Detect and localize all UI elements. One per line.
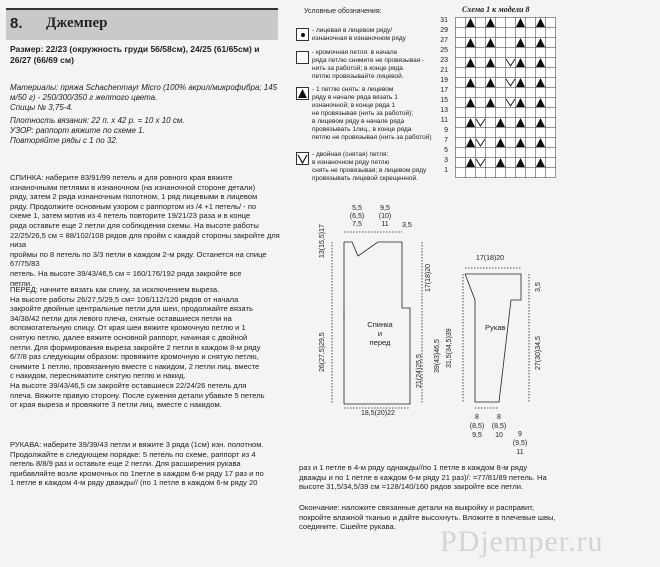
back-instructions <box>10 173 282 288</box>
text-line: плеча. Вяжите правую сторону. После сужения детали убавьте 5 петель <box>10 390 265 400</box>
text-line: На высоте 39/43/46,5 см закройте оставшиеся 22/24/26 петель для <box>10 380 247 390</box>
piece-label: Спинка <box>367 320 393 329</box>
dimension-label: 9,5 <box>380 205 390 212</box>
legend-line: не провязывая (нить за работой); <box>312 110 414 117</box>
sleeve-instructions-continued <box>299 463 604 492</box>
row-number: 27 <box>440 37 448 44</box>
text-line: снятую петлю, далее вяжите основной раппорт, начиная с двойной <box>10 332 248 342</box>
row-number: 23 <box>440 57 448 64</box>
text-line: 34/38/42 петли для левого плеча, снятые оставшиеся петли на <box>10 313 232 323</box>
legend-line: изнаночная в изнаночном ряду <box>312 35 406 42</box>
dimension-label: (9,5) <box>512 440 528 447</box>
sleeve-cap-label: 3,5 <box>535 282 542 292</box>
text-line: Продолжайте в следующем порядке: 5 петель по схеме, раппорт из 4 <box>10 449 256 459</box>
text-line: Спицы № 3,75-4. <box>10 103 74 112</box>
row-number: 25 <box>440 47 448 54</box>
dimension-label: 10 <box>495 432 503 439</box>
row-number: 15 <box>440 97 448 104</box>
text-line: Плотность вязания: 22 п. х 42 р. = 10 х 10 см. <box>10 116 185 125</box>
legend-line: - 1 петлю снять: в лицевом <box>312 86 394 93</box>
text-line: схеме 1, затем мотив из 4 петель повторите 19/21/23 раза и в конце <box>10 211 251 221</box>
text-line: петель. На высоте 39/43/46,5 см = 160/176/192 ряда закройте все <box>10 268 242 278</box>
row-number: 17 <box>440 87 448 94</box>
text-line: Окончание: наложите связанные детали на выкройку и расправит, <box>299 503 534 512</box>
dimension-label: 7,5 <box>352 221 362 228</box>
row-number: 29 <box>440 27 448 34</box>
legend-line: в лицевом ряду в начале ряда <box>312 118 405 125</box>
legend-line: ряда петлю снимите не провязывая - <box>312 57 425 64</box>
legend-line: - кромочная петля: в начале <box>312 49 398 56</box>
back-neck-height-label: 13(15,5)17 <box>319 224 326 258</box>
section-number: 8. <box>10 15 23 32</box>
stitch-chart <box>455 17 557 179</box>
row-number: 19 <box>440 77 448 84</box>
dot-icon <box>301 33 305 37</box>
text-line: 1 петле в каждом 4-м ряду дважды// (по 1 петле в каждом 6-м ряду 20 <box>10 478 258 488</box>
scheme-title: Схема 1 к модели 8 <box>462 5 530 14</box>
page-title: Джемпер <box>46 15 108 31</box>
row-number: 21 <box>440 67 448 74</box>
dimension-label: 11 <box>381 221 389 228</box>
sleeve-instructions <box>10 440 282 488</box>
text-line: прибавляйте возле кромочных по 1петле в каждом 6-м ряду 17 раз и по <box>10 468 264 478</box>
text-line: РУКАВА: наберите 39/39/43 петли и вяжите 3 ряда (1см) изн. полотном. <box>10 440 264 449</box>
text-line: 22/25/26,5 см = 88/102/108 рядов для пройм с каждой стороны закройте для низа <box>10 230 280 250</box>
text-line: ПЕРЕД: начните вязать как спину, за исключением выреза. <box>10 285 220 294</box>
piece-label: и <box>377 329 383 338</box>
dimension-label: 8 <box>497 414 501 421</box>
materials-block <box>10 83 282 146</box>
armhole-depth-label: 3,5 <box>402 222 412 229</box>
dimension-label: 9 <box>518 431 522 438</box>
back-total-height-label: 26(27,5)29,5 <box>319 332 326 372</box>
row-number: 1 <box>444 167 448 174</box>
legend-line: - двойная (снятая) петля: <box>312 151 389 158</box>
legend-title: Условные обозначения: <box>304 8 382 15</box>
text-line: ряду, затем 2 ряда изнаночным полотном, 1 ряд лицевыми в лицевом <box>10 192 258 202</box>
text-line: Повторяйте ряды с 1 по 32. <box>10 136 119 145</box>
text-line: соедините. Сшейте рукава. <box>299 522 396 532</box>
back-front-label <box>360 320 400 347</box>
text-line: закройте двойные центральные петли для шеи, продолжайте вязать <box>10 304 253 314</box>
legend-line: петлю не провязывая (нить за работой) <box>312 134 432 141</box>
legend-line: провязывать 1лиц., в конце ряда <box>312 126 412 133</box>
dimension-label: 11 <box>516 449 524 456</box>
text-line: СПИНКА: наберите 83/91/99 петель и для ровного края вяжите <box>10 173 233 182</box>
check-icon <box>297 153 308 164</box>
text-line: проймы по 8 петель по 3/3 петли в каждом 2-м ряду. Останется на спице 67/75/83 <box>10 249 267 269</box>
text-line: покройте влажной тканью и дайте высохнуть. Вложите в плечевые швы, <box>299 512 556 522</box>
row-number: 11 <box>440 117 448 124</box>
dimension-label: (8,5) <box>469 423 485 430</box>
text-line: высоте 31,5/34,5/39 см =128/140/160 рядов закройте все петли. <box>299 482 524 492</box>
dimension-label: (8,5) <box>491 423 507 430</box>
watermark-logo: PDjemper.ru <box>440 525 604 558</box>
row-number: 13 <box>440 107 448 114</box>
sleeve-length-right-label: 27(30)34,5 <box>535 336 542 370</box>
text-line: снимите 1 петлю, провязанную вместе с накидом, 2 петли лиц. вместе <box>10 361 260 371</box>
text-line: На высоте работы 26/27,5/29,5 см= 106/112/120 рядов от начала <box>10 294 239 304</box>
sleeve-top-width-label: 17(18)20 <box>476 255 505 262</box>
edge-stitch-symbol <box>296 51 309 64</box>
armhole-height-label: 17(18)20 <box>425 263 432 292</box>
text-line: изнаночными петлями в изнаночном (на изнаночной стороне детали) <box>10 182 256 192</box>
text-line: ряда оставьте еще 2 петли для соблюдения схемы. На высоте работы <box>10 220 259 230</box>
piece-label: перед <box>369 338 391 347</box>
triangle-icon <box>297 88 308 99</box>
dimension-label: 9,5 <box>472 432 482 439</box>
row-numbers <box>436 17 450 177</box>
row-number: 3 <box>444 157 448 164</box>
knit-stitch-symbol <box>296 28 309 41</box>
sleeve-bottom-labels-c <box>511 430 529 457</box>
size-line: 26/27 (66/69 см) <box>10 55 74 65</box>
sleeve-bottom-labels-b <box>490 413 508 440</box>
sleeve-diagram <box>455 262 535 422</box>
text-line: петель 8/8/9 раз и оставьте еще 2 петли. Для расширения рукава <box>10 459 241 469</box>
text-line: Материалы: пряжа Schachenmayr Micro (100% акрил/микрофибра; 145 <box>10 83 278 92</box>
text-line: с накидом, пересниматите снятую петлю и накид. <box>10 371 186 381</box>
legend-line: провязывать лицевой скрещенной. <box>312 175 418 182</box>
legend-item-4 <box>312 151 444 183</box>
legend-item-3 <box>312 86 444 142</box>
row-number: 5 <box>444 147 448 154</box>
row-number: 9 <box>444 127 448 134</box>
legend-line: петлю провязывайте лицевой. <box>312 73 404 80</box>
legend-line: нить за работой; в конце ряда <box>312 65 403 72</box>
legend-item-1 <box>312 27 442 43</box>
size-line: Размер: 22/23 (окружность груди 56/58см), 24/25 (61/65см) и <box>10 44 260 54</box>
text-line: петли. Для формирования выреза закройте 2 петли в каждом 8-м ряду <box>10 342 261 352</box>
finishing-instructions <box>299 503 604 532</box>
legend-line: снять не провязывая; в лицевом ряду <box>312 167 427 174</box>
size-block <box>10 44 280 66</box>
text-line: вспомогательную спицу. От края шеи вяжите кромочную петлю и 1 <box>10 323 246 333</box>
text-line: ряду. Продолжите основным узором с раппортом из /4 +1 петель/ - по <box>10 201 257 211</box>
text-line: раз и 1 петле в 4-м ряду однажды//по 1 петле в каждом 8-м ряду <box>299 463 528 472</box>
total-height-label: 39(43)46,5 <box>434 339 441 373</box>
sleeve-bottom-labels-a <box>468 413 486 440</box>
sleeve-length-left-label: 31,5(34,5)39 <box>446 328 453 368</box>
legend-line: ряду в начале ряда вязать 1 <box>312 94 398 101</box>
section-header <box>6 8 278 40</box>
legend-item-2 <box>312 49 442 81</box>
text-line: м/50 г) - 250/300/350 г желтого цвета. <box>10 93 158 102</box>
slip-stitch-symbol <box>296 87 309 100</box>
sleeve-label: Рукав <box>485 323 506 332</box>
text-line: дважды и по 1 петле в каждом 6-м ряду 21 раз)/: =77/81/89 петель. На <box>299 472 547 482</box>
side-height-label: 21(24)25,5 <box>416 354 423 388</box>
legend-line: в изнаночном ряду петлю <box>312 159 390 166</box>
dimension-label: (6,5) <box>349 213 365 220</box>
legend-line: изнаночной; в конце ряда 1 <box>312 102 396 109</box>
dimension-label: 5,5 <box>352 205 362 212</box>
text-line: 6/7/8 раз следующим образом: провяжите кромочную и снятую петлю, <box>10 352 259 362</box>
dimension-label: (10) <box>378 213 392 220</box>
shoulder-width-labels <box>377 205 393 229</box>
text-line: петли. <box>10 278 33 288</box>
neck-width-labels <box>349 205 365 229</box>
row-number: 31 <box>440 17 448 24</box>
legend-line: - лицевая в лицевом ряду/ <box>312 27 393 34</box>
dimension-label: 8 <box>475 414 479 421</box>
double-stitch-symbol <box>296 152 309 165</box>
row-number: 7 <box>444 137 448 144</box>
back-width-label: 18,5(20)22 <box>361 410 395 417</box>
text-line: УЗОР: раппорт вяжите по схеме 1. <box>10 126 145 135</box>
front-instructions <box>10 285 282 410</box>
text-line: от края выреза и провяжите 3 петли лиц. вместе с накидом. <box>10 400 222 410</box>
